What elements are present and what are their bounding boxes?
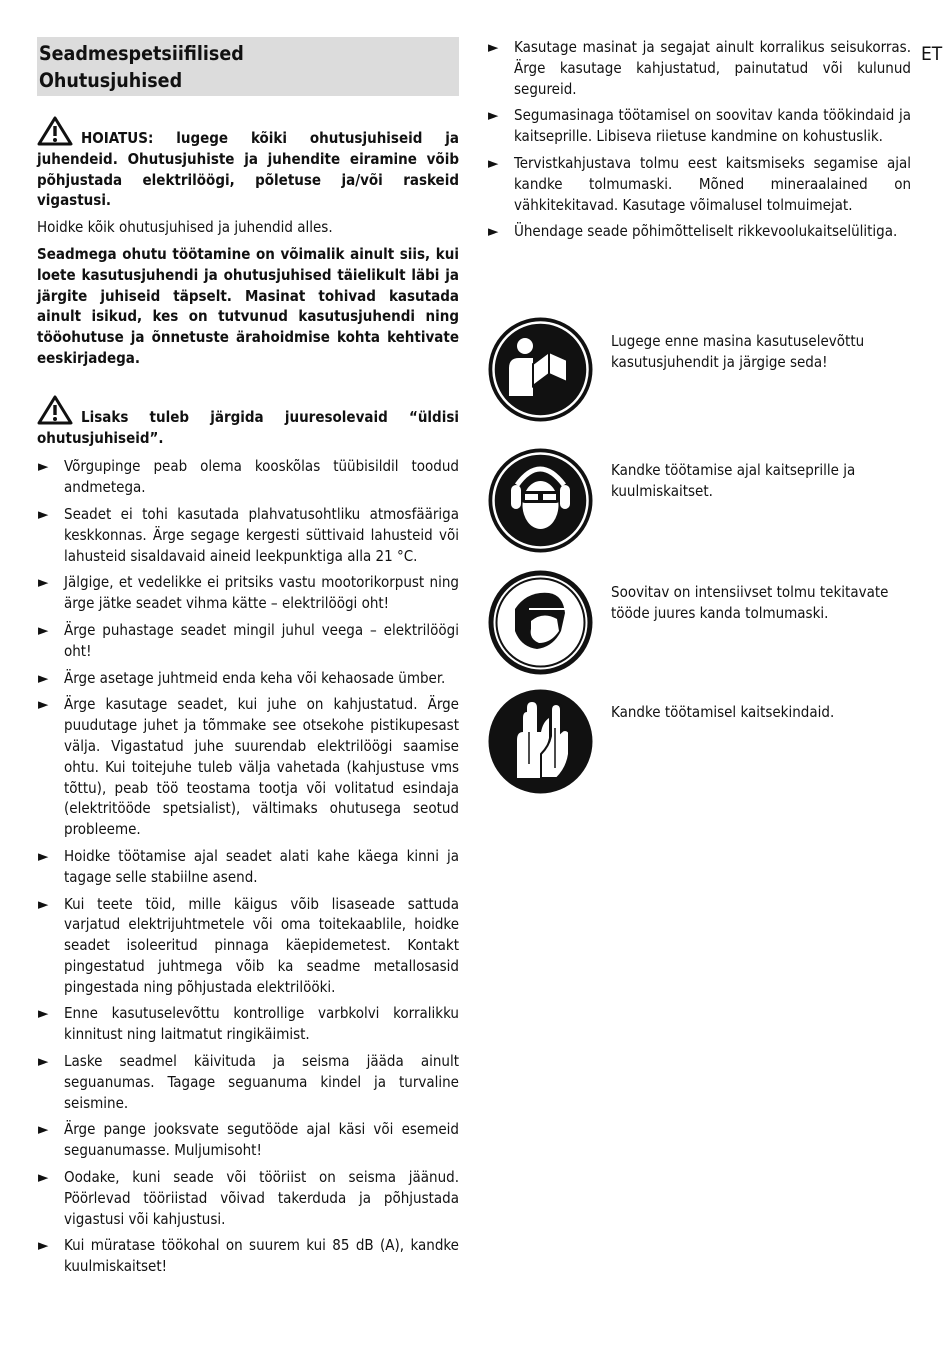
bullet-arrow-icon: ► [38,1168,49,1187]
section-title [37,37,459,96]
right-bullet-text: Ühendage seade põhimõtteliselt rikkevoolukaitselülitiga. [514,222,898,241]
symbol-text-gloves: Kandke töötamisel kaitsekindaid. [611,703,835,721]
left-bullet-item [37,694,459,840]
left-bullet-text: Ärge asetage juhtmeid enda keha või kehaosade ümber. [64,668,446,687]
left-bullet-text: Võrgupinge peab olema kooskõlas tüübisildil toodud andmetega. [64,457,459,497]
left-bullet-item [37,1003,459,1045]
left-bullet-item [37,1235,459,1277]
right-bullet-text: Segumasinaga töötamisel on soovitav kanda töökindaid ja kaitseprille. Libiseva riietuse kandmine on kohustuslik. [514,106,911,146]
left-bullet-item [37,456,459,498]
bullet-arrow-icon: ► [38,894,49,913]
left-bullet-text: Jälgige, et vedelikke ei pritsiks vastu mootorikorpust ning ärge jätke seadet vihma kätte – elektrilöögi oht! [64,573,459,613]
left-bullet-item [37,620,459,662]
left-bullet-text: Seadet ei tohi kasutada plahvatusohtliku atmosfääriga keskkonnas. Ärge segage kergesti süttivaid lahusteid või lahusteid sisaldavaid aineid leekpunktiga alla 21 °C. [64,504,459,565]
left-bullet-text: Kui teete töid, mille käigus võib lisaseade sattuda varjatud elektrijuhtmetele või oma toitekaablile, hoidke seadet isoleeritud pinnaga käepidemetest. Kontakt pingestatud juhtmega võib ka seadme metallosasid pingestada ning põhjustada elektrilööki. [64,894,459,996]
left-bullet-text: Oodake, kuni seade või tööriist on seisma jäänud. Pöörlevad tööriistad võivad takerduda ja põhjustada vigastusi või kahjustusi. [64,1168,459,1228]
bullet-arrow-icon: ► [38,668,49,687]
goggles-ear-protection-icon [487,447,594,554]
safe-work-notice: Seadmega ohutu töötamine on võimalik ainult siis, kui loete kasutusjuhendi ja ohutusjuhised täielikult läbi ja järgite juhiseid täpselt. Masinat tohivad kasutada ainult isikud, kes on tutvunud kasutusjuhendi ning tööohutuse ja õnnetuste ärahoidmise kohta kehtivate eeskirjadega. [37,244,459,367]
bullet-arrow-icon: ► [38,457,49,476]
right-bullet-item [487,153,911,215]
read-manual-icon [487,316,594,423]
bullet-arrow-icon: ► [38,846,49,865]
general-safety-paragraph [37,395,459,449]
protective-gloves-icon [487,688,594,795]
warning-text: HOIATUS: lugege kõiki ohutusjuhiseid ja juhendeid. Ohutusjuhiste ja juhendite eiramine võib põhjustada elektrilöögi, põletuse ja/või raskeid vigastusi. [37,129,459,210]
left-bullet-item [37,572,459,614]
keep-instructions-text: Hoidke kõik ohutusjuhised ja juhendid alles. [37,218,333,237]
left-bullet-text: Ärge puhastage seadet mingil juhul veega – elektrilöögi oht! [64,620,459,660]
bullet-arrow-icon: ► [38,504,49,523]
right-column [487,37,911,248]
left-bullet-text: Hoidke töötamise ajal seadet alati kahe käega kinni ja tagage selle stabiilne asend. [64,846,459,886]
left-bullet-item [37,668,459,689]
warning-paragraph [37,116,459,211]
left-bullet-list [37,456,459,1277]
bullet-arrow-icon: ► [38,1052,49,1071]
symbol-text-goggles: Kandke töötamise ajal kaitseprille ja kuulmiskaitset. [611,461,856,500]
left-bullet-text: Enne kasutuselevõttu kontrollige varbkolvi korralikku kinnitust ning laitmatut ringikäimist. [64,1004,459,1044]
symbol-text-dust-mask: Soovitav on intensiivset tolmu tekitavate tööde juures kanda tolmumaski. [611,583,889,622]
left-bullet-item [37,1051,459,1113]
bullet-arrow-icon: ► [38,573,49,592]
bullet-arrow-icon: ► [488,106,499,125]
warning-triangle-icon [37,395,73,425]
bullet-arrow-icon: ► [488,153,499,172]
warning-triangle-icon [37,116,73,146]
right-bullet-list [487,37,911,242]
left-column [37,37,459,1283]
left-bullet-item [37,846,459,888]
left-bullet-text: Kui müratase töökohal on suurem kui 85 dB (A), kandke kuulmiskaitset! [64,1236,459,1276]
section-title-line2: Ohutusjuhised [39,69,183,92]
symbol-text-read-manual: Lugege enne masina kasutuselevõttu kasutusjuhendit ja järgige seda! [611,332,865,371]
bullet-arrow-icon: ► [38,1236,49,1255]
language-tag: ET [921,43,943,65]
right-bullet-text: Kasutage masinat ja segajat ainult korralikus seisukorras. Ärge kasutage kahjustatud, painutatud või kulunud segureid. [514,38,911,98]
bullet-arrow-icon: ► [38,620,49,639]
bullet-arrow-icon: ► [488,38,499,56]
bullet-arrow-icon: ► [488,222,499,241]
left-bullet-text: Laske seadmel käivituda ja seisma jääda ainult seguanumas. Tagage seguanuma kindel ja turvaline seismine. [64,1052,459,1112]
right-bullet-item [487,105,911,147]
section-title-line1: Seadmespetsiifilised [39,42,244,65]
general-safety-text: Lisaks tuleb järgida juuresolevaid “üldisi ohutusjuhiseid”. [37,407,459,447]
bullet-arrow-icon: ► [38,1120,49,1139]
left-bullet-item [37,1119,459,1161]
left-bullet-item [37,1167,459,1229]
bullet-arrow-icon: ► [38,695,49,714]
left-bullet-item [37,894,459,998]
dust-mask-icon [487,569,594,676]
left-bullet-text: Ärge pange jooksvate segutööde ajal käsi või esemeid seguanumasse. Muljumisoht! [64,1120,459,1160]
right-bullet-item [487,221,911,242]
left-bullet-text: Ärge kasutage seadet, kui juhe on kahjustatud. Ärge puudutage juhet ja tõmmake see otsekohe pistikupesast välja. Vigastatud juhe suurendab elektrilöögi saamise ohtu. Kui toitejuhe tuleb välja vahetada (kahjustuse vms tõttu), peab töö teostama tootja või volitatud esindaja (elektritööde spetsialist), vältimaks ohutusega seotud probleeme. [64,695,459,839]
bullet-arrow-icon: ► [38,1004,49,1023]
left-bullet-item [37,504,459,566]
right-bullet-item [487,37,911,99]
right-bullet-text: Tervistkahjustava tolmu eest kaitsmiseks segamise ajal kandke tolmumaski. Mõned mineraalained on vähkitekitavad. Kasutage võimalusel tolmuimejat. [514,153,911,214]
